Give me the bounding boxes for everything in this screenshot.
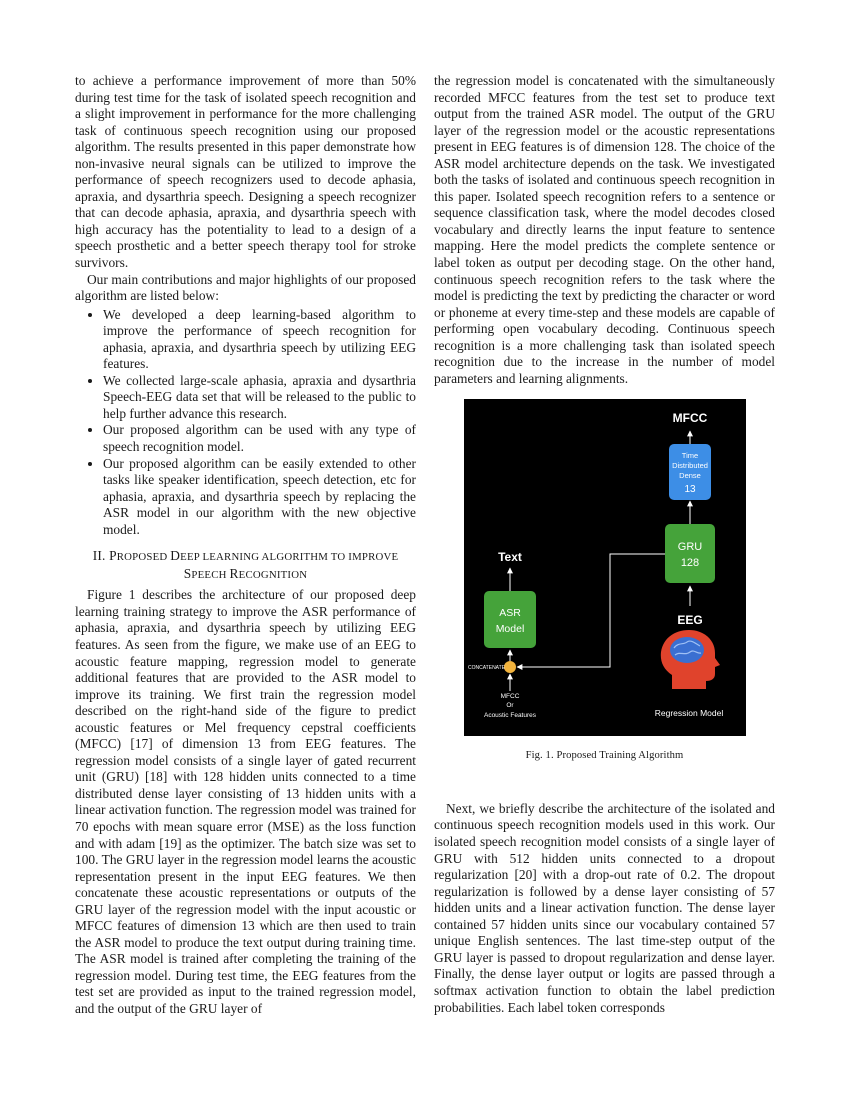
asr-models-paragraph: Next, we briefly describe the architecture of the isolated and continuous speech recognition models used in this work. Our isolated speech recognition model consists of a single layer of GRU with 512 hidden units connected to a dropout regularization [20] with a drop-out rate of 0.2. The dropout regularization is followed by a dense layer consisting of 57 hidden units and a linear activation function. The dense layer contained 57 hidden units since our vocabulary contained 57 unique English sentences. The last time-step output of the GRU layer is passed to dropout regularization and dense layer. Finally, the dense layer output or logits are passed through a softmax activation function to obtain the label prediction probabilities. Each label token corresponds — [434, 800, 775, 1015]
input-label-line-1: MFCC — [500, 693, 520, 701]
right-column — [434, 73, 775, 1016]
tdd-label-line-2: Distributed — [672, 461, 708, 471]
list-item: • Our proposed algorithm can be easily extended to other tasks like speaker identification, speech detection, etc for aphasia, apraxia, and dysarthria speech by replacing the ASR model in our algorithm with the new objective model. — [103, 456, 416, 539]
concatenate-label: CONCATENATE — [468, 665, 506, 672]
gru-block — [665, 524, 715, 583]
concatenate-node — [504, 661, 516, 673]
text-output-label: Text — [498, 550, 522, 565]
asr-label-line-2: Model — [495, 623, 525, 636]
list-item: • Our proposed algorithm can be used with any type of speech recognition model. — [103, 422, 416, 455]
mfcc-output-label: MFCC — [672, 411, 708, 426]
gru-units: 128 — [680, 557, 700, 570]
contributions-list — [75, 307, 416, 539]
list-item: • We collected large-scale aphasia, apraxia and dysarthria Speech-EEG data set that will be released to the public to help further advance this research. — [103, 373, 416, 423]
list-item: • We developed a deep learning-based algorithm to improve the performance of speech recognition for aphasia, apraxia, and dysarthria speech by utilizing EEG features. — [103, 307, 416, 373]
figure-1 — [464, 399, 746, 736]
section-heading — [75, 548, 416, 583]
method-paragraph: Figure 1 describes the architecture of our proposed deep learning training strategy to improve the ASR performance of aphasia, apraxia, and dysarthria speech by utilizing EEG features. As seen from the figure, we make use of an EEG to acoustic feature mapping, regression model to generate additional features that are provided to the ASR model to improve its training. We first train the regression model described on the right-hand side of the figure to predict acoustic features or Mel frequency cepstral coefficients (MFCC) [17] of dimension 13 from EEG features. The regression model consists of a single layer of gated recurrent unit (GRU) [18] with 128 hidden units connected to a time distributed dense layer consisting of 13 hidden units with a linear activation function. The regression model was trained for 70 epochs with mean square error (MSE) as the loss function and with adam [19] as the optimizer. The batch size was set to 100. The GRU layer in the regression model learns the acoustic representation present in the input EEG features. We then concatenate these acoustic representations or outputs of the GRU layer of the regression model with the input acoustic or MFCC features of dimension 13 which are then used to train the ASR model to produce the text output during training time. The ASR model is trained after completing the training of the regression model. During test time, the EEG features from the test set are provided as input to the trained regression model, and the output of the GRU layer of — [75, 587, 416, 1016]
regression-model-label: Regression Model — [654, 708, 724, 719]
architecture-diagram — [464, 399, 746, 736]
input-label-line-2: Or — [506, 702, 514, 710]
eeg-label: EEG — [677, 613, 703, 628]
figure-caption: Fig. 1. Proposed Training Algorithm — [525, 750, 684, 762]
left-column — [75, 73, 416, 1018]
intro-paragraph: to achieve a performance improvement of more than 50% during test time for the task of isolated speech recognition and a slight improvement in performance for the more challenging task of continuous speech recognition using our proposed algorithm. The results presented in this paper demonstrate how non-invasive neural signals can be utilized to improve the performance of speech recognizers used to decode aphasia, apraxia, and dysarthria speech. Designing a speech recognizer that can decode aphasia, apraxia, and dysarthria speech with high accuracy has the potentiality to lead to a design of a speech prosthetic and a better speech therapy tool for stroke survivors. — [75, 73, 416, 271]
tdd-label-line-3: Dense — [679, 471, 701, 481]
asr-label-line-1: ASR — [499, 607, 521, 620]
input-label-line-3: Acoustic Features — [483, 712, 537, 720]
section-heading-line-2: SPEECH RECOGNITION — [183, 565, 308, 581]
gru-label: GRU — [677, 541, 703, 554]
section-heading-line-1: II. PROPOSED DEEP LEARNING ALGORITHM TO IMPROVE — [92, 548, 399, 564]
asr-choice-paragraph: the regression model is concatenated with the simultaneously recorded MFCC features from the test set to produce text output from the trained ASR model. The output of the GRU layer of the regression model or the acoustic representations present in EEG features is of dimension 128. The choice of the ASR model architecture depends on the task. We investigated both the tasks of isolated and continuous speech recognition in this paper. Isolated speech recognition refers to a sentence or sequence classification task, where the model decodes closed vocabulary and directly learns the input feature to sentence mapping. Here the model predicts the complete sentence or label token as output per decoding stage. On the other hand, continuous speech recognition refers to the task where the model is predicting the text by predicting the character or word or phoneme at every time-step and these models are capable of performing open vocabulary decoding. Continuous speech recognition is a more challenging task than isolated speech recognition due to the increase in the number of model parameters and learning alignments. — [434, 73, 775, 386]
contributions-intro: Our main contributions and major highlights of our proposed algorithm are listed below: — [75, 271, 416, 304]
tdd-label-line-1: Time — [681, 451, 699, 461]
tdd-units: 13 — [684, 484, 696, 496]
asr-model-block — [484, 591, 536, 648]
